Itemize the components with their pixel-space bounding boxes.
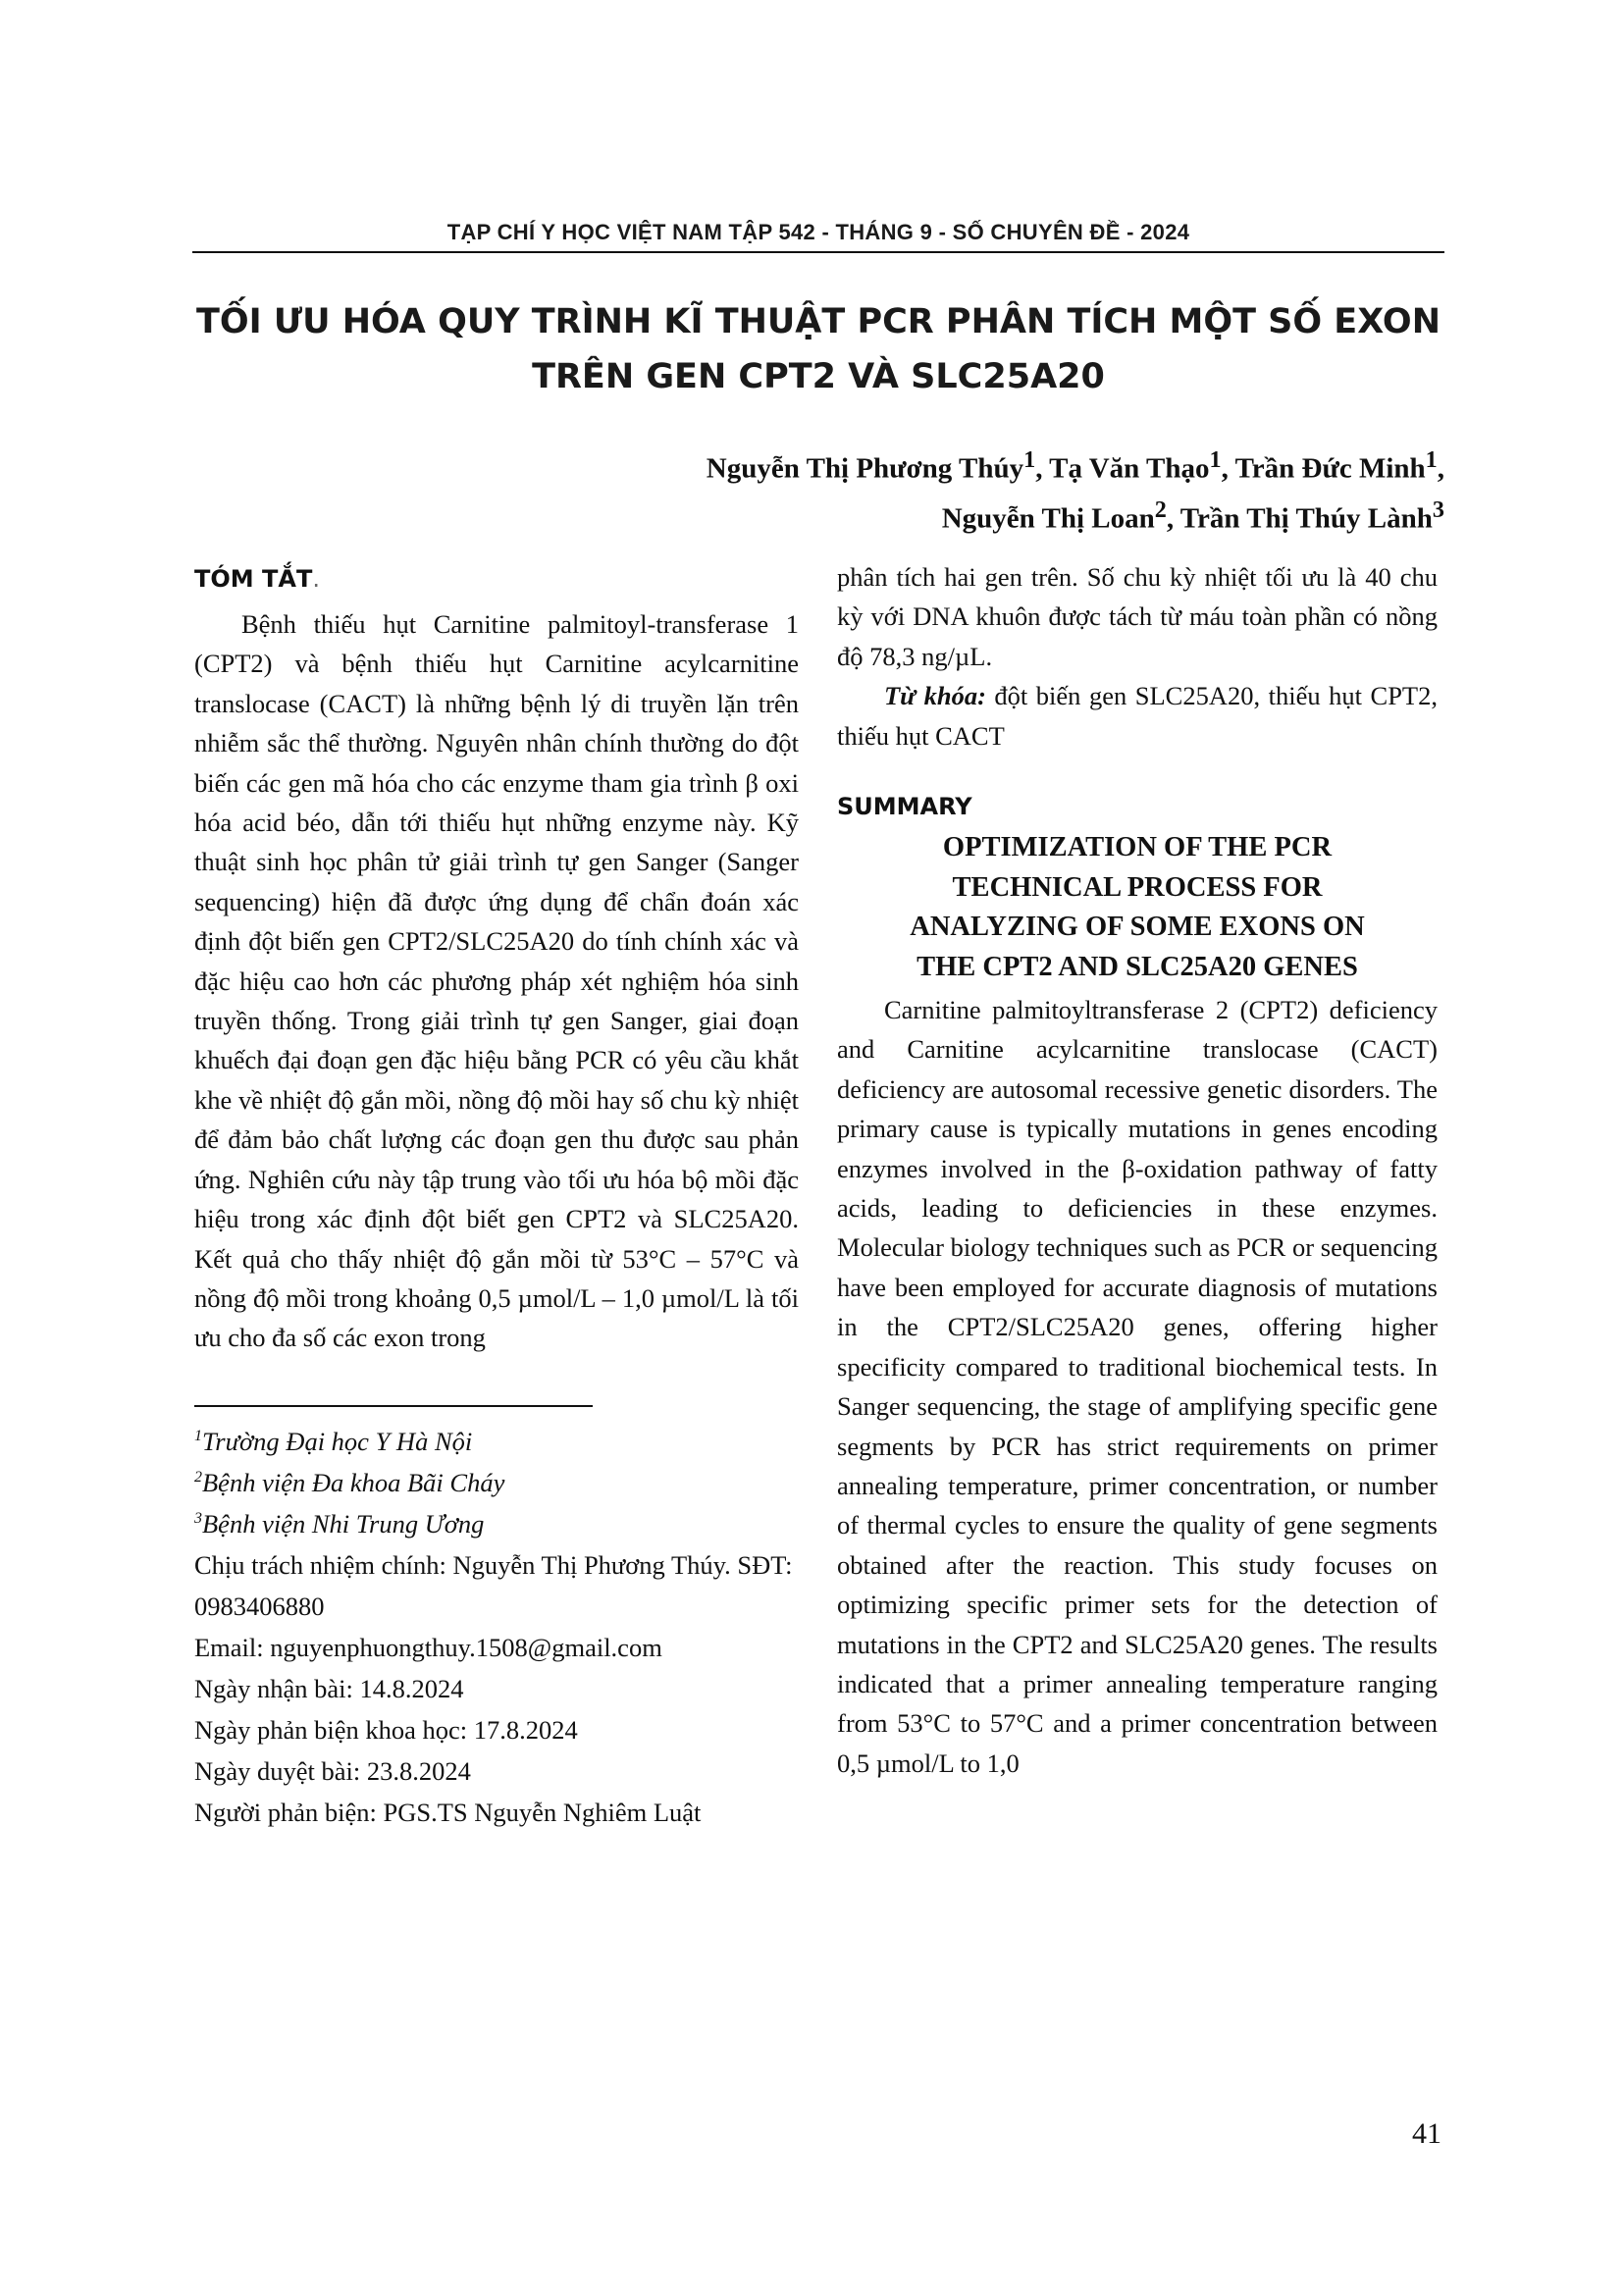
english-title-line-2: TECHNICAL PROCESS FOR <box>952 871 1323 903</box>
abstract-heading-text: TÓM TẮT <box>194 565 313 593</box>
summary-body: Carnitine palmitoyltransferase 2 (CPT2) deficiency and Carnitine acylcarnitine translocase (CACT) deficiency are autosomal recessive genetic disorders. The primary cause is typically mutations in genes encoding enzymes involved in the β-oxidation pathway of fatty acids, leading to deficiencies in these enzymes. Molecular biology techniques such as PCR or sequencing have been employed for accurate diagnosis of mutations in the CPT2/SLC25A20 genes, offering higher specificity compared to traditional biochemical tests. In Sanger sequencing, the stage of amplifying specific gene segments by PCR has strict requirements on primer annealing temperature, primer concentration, or number of thermal cycles to ensure the quality of gene segments obtained after the reaction. This study focuses on optimizing specific primer sets for the detection of mutations in the CPT2 and SLC25A20 genes. The results indicated that a primer annealing temperature ranging from 53°C to 57°C and a primer concentration between 0,5 µmol/L to 1,0 <box>837 995 1438 1778</box>
affiliation-text: Trường Đại học Y Hà Nội <box>202 1426 473 1456</box>
english-title-line-1: OPTIMIZATION OF THE PCR <box>942 832 1333 863</box>
english-title <box>837 828 1438 987</box>
affiliation-number: 1 <box>194 1427 202 1444</box>
affiliation-mark: 1 <box>1209 446 1222 473</box>
author-name: , Tạ Văn Thạo <box>1035 452 1210 485</box>
author-line-1 <box>707 440 1444 490</box>
article-title <box>192 294 1444 404</box>
footnote-rule <box>194 1405 593 1407</box>
affiliation-mark: 3 <box>1432 496 1444 523</box>
affiliation-2 <box>194 1462 799 1503</box>
email-line: Email: nguyenphuongthuy.1508@gmail.com <box>194 1632 662 1662</box>
keywords-text: đột biến gen SLC25A20, thiếu hụt CPT2, thiếu hụt CACT <box>837 681 1438 751</box>
affiliation-mark: 1 <box>1023 446 1036 473</box>
affiliation-number: 3 <box>194 1509 202 1527</box>
affiliation-number: 2 <box>194 1468 202 1486</box>
footnotes <box>194 1421 799 1833</box>
author-line-2 <box>707 490 1444 540</box>
affiliation-mark: 1 <box>1425 446 1438 473</box>
running-head: TẠP CHÍ Y HỌC VIỆT NAM TẬP 542 - THÁNG 9 - SỐ CHUYÊN ĐỀ - 2024 <box>446 220 1190 244</box>
title-line-1: TỐI ƯU HÓA QUY TRÌNH KĨ THUẬT PCR PHÂN TÍCH MỘT SỐ EXON <box>196 302 1441 341</box>
english-title-line-3: ANALYZING OF SOME EXONS ON <box>910 912 1365 943</box>
abstract-continuation: phân tích hai gen trên. Số chu kỳ nhiệt tối ưu là 40 chu kỳ với DNA khuôn được tách từ máu toàn phần có nồng độ 78,3 ng/µL. <box>837 562 1438 671</box>
right-column <box>837 557 1438 1783</box>
received-date: Ngày nhận bài: 14.8.2024 <box>194 1673 464 1703</box>
author-name: , Trần Thị Thúy Lành <box>1166 502 1433 535</box>
reviewer-line: Người phản biện: PGS.TS Nguyễn Nghiêm Luật <box>194 1797 702 1827</box>
affiliation-text: Bệnh viện Đa khoa Bãi Cháy <box>202 1467 505 1497</box>
affiliation-1 <box>194 1421 799 1462</box>
author-list <box>707 440 1444 539</box>
accepted-date: Ngày duyệt bài: 23.8.2024 <box>194 1755 471 1786</box>
review-date: Ngày phản biện khoa học: 17.8.2024 <box>194 1714 578 1745</box>
abstract-heading <box>194 557 799 600</box>
author-name: , Trần Đức Minh <box>1221 452 1426 485</box>
page-number: 41 <box>1412 2117 1441 2150</box>
author-separator: , <box>1437 452 1444 485</box>
english-title-line-4: THE CPT2 AND SLC25A20 GENES <box>917 951 1358 982</box>
affiliation-mark: 2 <box>1154 496 1167 523</box>
abstract-heading-dot: . <box>312 565 320 593</box>
keywords-label: Từ khóa: <box>884 681 986 711</box>
affiliation-text: Bệnh viện Nhi Trung Ương <box>202 1508 485 1539</box>
summary-heading: SUMMARY <box>837 793 972 821</box>
keywords-paragraph <box>837 676 1438 756</box>
title-line-2: TRÊN GEN CPT2 VÀ SLC25A20 <box>532 357 1105 396</box>
corresponding-author: Chịu trách nhiệm chính: Nguyễn Thị Phương Thúy. SĐT: 0983406880 <box>194 1549 793 1621</box>
affiliation-3 <box>194 1503 799 1544</box>
left-column <box>194 557 799 1833</box>
header-rule <box>192 251 1444 253</box>
author-name: Nguyễn Thị Phương Thúy <box>706 452 1024 485</box>
abstract-body: Bệnh thiếu hụt Carnitine palmitoyl-transferase 1 (CPT2) và bệnh thiếu hụt Carnitine acylcarnitine translocase (CACT) là những bệnh lý di truyền lặn trên nhiễm sắc thể thường. Nguyên nhân chính thường do đột biến các gen mã hóa cho các enzyme tham gia trình β oxi hóa acid béo, dẫn tới thiếu hụt những enzyme này. Kỹ thuật sinh học phân tử giải trình tự gen Sanger (Sanger sequencing) hiện đã được ứng dụng để chẩn đoán xác định đột biến gen CPT2/SLC25A20 do tính chính xác và đặc hiệu cao hơn các phương pháp xét nghiệm hóa sinh truyền thống. Trong giải trình tự gen Sanger, giai đoạn khuếch đại đoạn gen đặc hiệu bằng PCR có yêu cầu khắt khe về nhiệt độ gắn mồi, nồng độ mồi hay số chu kỳ nhiệt để đảm bảo chất lượng các đoạn gen thu được sau phản ứng. Nghiên cứu này tập trung vào tối ưu hóa bộ mồi đặc hiệu trong xác định đột biết gen CPT2 và SLC25A20. Kết quả cho thấy nhiệt độ gắn mồi từ 53°C – 57°C và nồng độ mồi trong khoảng 0,5 µmol/L – 1,0 µmol/L là tối ưu cho đa số các exon trong <box>194 609 799 1353</box>
author-name: Nguyễn Thị Loan <box>941 502 1155 535</box>
